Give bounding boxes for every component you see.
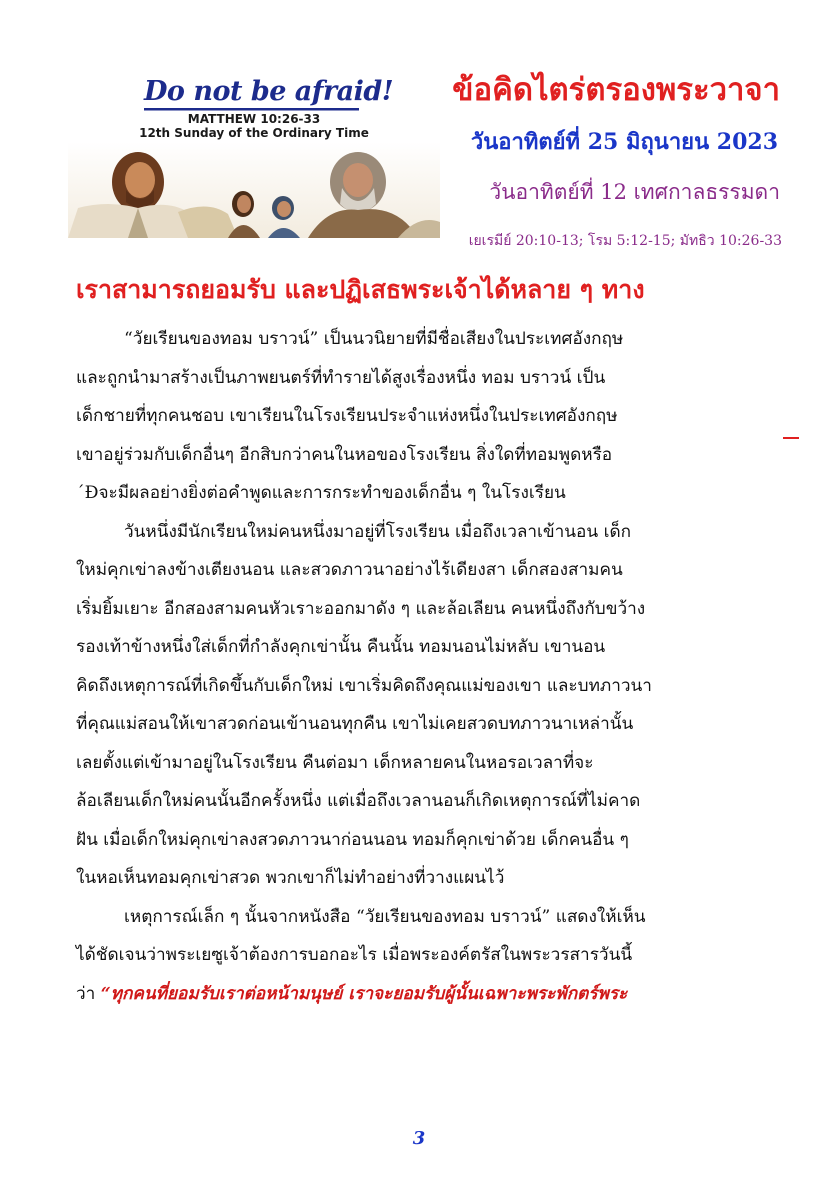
header-image: [68, 68, 440, 238]
paragraph-line: รองเท้าข้างหนึ่งใส่เด็กที่กำลังคุกเข่านั้น คืนนั้น ทอมนอนไม่หลับ เขานอน: [76, 637, 606, 657]
paragraph-line: ในหอเห็นทอมคุกเข่าสวด พวกเขาก็ไม่ทำอย่างที่วางแผนไว้: [76, 868, 505, 888]
paragraph-line: เด็กชายที่ทุกคนชอบ เขาเรียนในโรงเรียนประจำแห่งหนึ่งในประเทศอังกฤษ: [76, 406, 618, 426]
date-line: วันอาทิตย์ที่ 25 มิถุนายน 2023: [470, 129, 778, 155]
paragraph-line: ใหม่คุกเข่าลงข้างเตียงนอน และสวดภาวนาอย่างไร้เดียงสา เด็กสองสามคน: [76, 560, 623, 580]
image-subtitle: 12th Sunday of the Ordinary Time: [139, 126, 369, 140]
scripture-readings: เยเรมีย์ 20:10-13; โรม 5:12-15; มัทธิว 10:26-33: [468, 233, 782, 249]
paragraph-line: ฝัน เมื่อเด็กใหม่คุกเข่าลงสวดภาวนาก่อนนอน ทอมก็คุกเข่าด้วย เด็กคนอื่น ๆ: [76, 829, 629, 850]
quote-intro: ว่า: [76, 983, 101, 1004]
paragraph-line: เริ่มยิ้มเยาะ อีกสองสามคนหัวเราะออกมาดัง ๆ และล้อเลียน คนหนึ่งถึงกับขว้าง: [76, 598, 646, 619]
paragraph-line: ที่คุณแม่สอนให้เขาสวดก่อนเข้านอนทุกคืน เขาไม่เคยสวดบทภาวนาเหล่านั้น: [76, 714, 634, 734]
paragraph-line: ล้อเลียนเด็กใหม่คนนั้นอีกครั้งหนึ่ง แต่เมื่อถึงเวลานอนก็เกิดเหตุการณ์ที่ไม่คาด: [76, 791, 641, 811]
paragraph-line-last: [76, 975, 796, 1014]
section-title: เราสามารถยอมรับ และปฏิเสธพระเจ้าได้หลาย ๆ ทาง: [76, 275, 645, 304]
paragraph-line: ได้ชัดเจนว่าพระเยซูเจ้าต้องการบอกอะไร เมื่อพระองค์ตรัสในพระวรสารวันนี้: [76, 945, 633, 965]
paragraph-line: “วัยเรียนของทอม บราวน์” เป็นนวนิยายที่มีชื่อเสียงในประเทศอังกฤษ: [124, 329, 624, 349]
body-text: [76, 320, 796, 1013]
jesus-disciples-illustration: [68, 142, 440, 238]
paragraph-line: เหตุการณ์เล็ก ๆ นั้นจากหนังสือ “วัยเรียนของทอม บราวน์” แสดงให้เห็น: [124, 906, 646, 927]
paragraph-line: คิดถึงเหตุการณ์ที่เกิดขึ้นกับเด็กใหม่ เขาเริ่มคิดถึงคุณแม่ของเขา และบทภาวนา: [76, 675, 652, 696]
paragraph-line: เขาอยู่ร่วมกับเด็กอื่นๆ อีกสิบกว่าคนในหอของโรงเรียน สิ่งใดที่ทอมพูดหรือ: [76, 444, 613, 465]
image-title: Do not be afraid!: [144, 76, 394, 107]
image-scripture-reference: MATTHEW 10:26-33: [187, 112, 321, 126]
page-heading: ข้อคิดไตร่ตรองพระวาจา: [452, 72, 780, 108]
paragraph-line: วันหนึ่งมีนักเรียนใหม่คนหนึ่งมาอยู่ที่โรงเรียน เมื่อถึงเวลาเข้านอน เด็ก: [124, 521, 632, 542]
gospel-quote: “ทุกคนที่ยอมรับเราต่อหน้ามนุษย์ เราจะยอมรับผู้นั้นเฉพาะพระพักตร์พระ: [100, 983, 628, 1004]
paragraph-line: เลยตั้งแต่เข้ามาอยู่ในโรงเรียน คืนต่อมา เด็กหลายคนในหอรอเวลาที่จะ: [76, 752, 594, 773]
paragraph-line: ´Ðจะมีผลอย่างยิ่งต่อคำพูดและการกระทำของเด็กอื่น ๆ ในโรงเรียน: [76, 483, 566, 503]
liturgical-sunday: วันอาทิตย์ที่ 12 เทศกาลธรรมดา: [489, 180, 780, 204]
paragraph-line: และถูกนำมาสร้างเป็นภาพยนตร์ที่ทำรายได้สูงเรื่องหนึ่ง ทอม บราวน์ เป็น: [76, 367, 606, 388]
page-number: 3: [412, 1128, 426, 1149]
